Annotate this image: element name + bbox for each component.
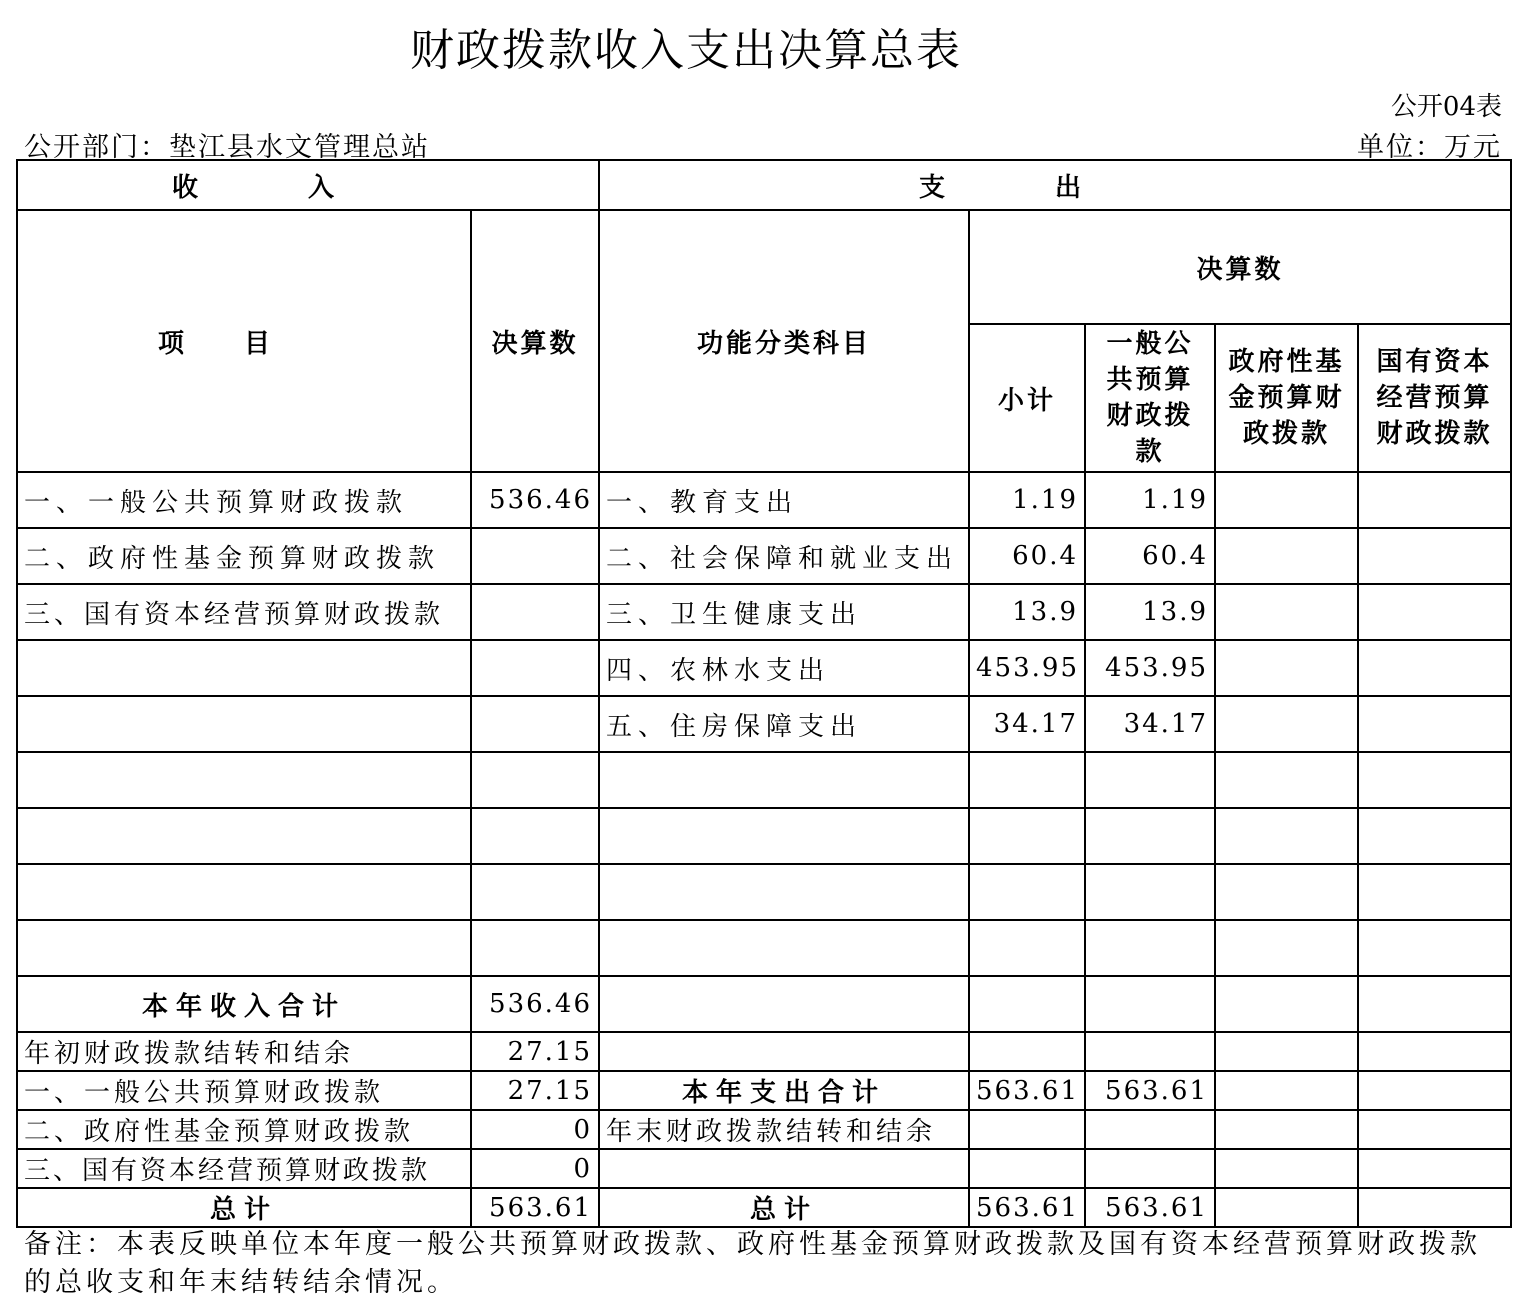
income-item: 二、政府性基金预算财政拨款: [17, 528, 471, 584]
expense-subtotal: 453.95: [969, 640, 1085, 696]
expense-total-subtotal: 563.61: [969, 1071, 1085, 1110]
income-total-row: [17, 976, 1511, 1032]
income-amount: [471, 584, 599, 640]
income-total-label: 本年收入合计: [17, 976, 471, 1032]
expense-subtotal: 34.17: [969, 696, 1085, 752]
income-item: 一、一般公共预算财政拨款: [17, 472, 471, 528]
expense-item: 五、住房保障支出: [599, 696, 969, 752]
expense-item: 四、农林水支出: [599, 640, 969, 696]
expense-fund: [1215, 528, 1358, 584]
table-row: [17, 528, 1511, 584]
expense-total-label: 本年支出合计: [599, 1071, 969, 1110]
carry-fund-label: 二、政府性基金预算财政拨款: [17, 1110, 471, 1149]
header-income: 收入: [17, 160, 599, 210]
header-expense-amount: 决算数: [969, 210, 1511, 324]
expense-item: 二、社会保障和就业支出: [599, 528, 969, 584]
year-end-row: [17, 1110, 1511, 1149]
expense-item: 三、卫生健康支出: [599, 584, 969, 640]
page-title: 财政拨款收入支出决算总表: [410, 25, 962, 76]
expense-general: 34.17: [1085, 696, 1215, 752]
header-expense: 支出: [599, 160, 1511, 210]
expense-total-general: 563.61: [1085, 1071, 1215, 1110]
carryover-value: 27.15: [471, 1032, 599, 1071]
expense-capital: [1358, 528, 1511, 584]
header-gov-fund: 政府性基金预算财政拨款: [1215, 324, 1358, 472]
empty-row: [17, 752, 1511, 808]
carry-capital-row: [17, 1149, 1511, 1188]
expense-subtotal: 1.19: [969, 472, 1085, 528]
expense-general: 1.19: [1085, 472, 1215, 528]
unit-label: 单位：万元: [1357, 132, 1502, 163]
table-row: [17, 696, 1511, 752]
expense-capital: [1358, 696, 1511, 752]
grand-total-row: [17, 1188, 1511, 1227]
expense-item: 一、教育支出: [599, 472, 969, 528]
income-amount: 536.46: [471, 472, 599, 528]
empty-row: [17, 808, 1511, 864]
expense-capital: [1358, 640, 1511, 696]
expense-general: 60.4: [1085, 528, 1215, 584]
table-row: [17, 472, 1511, 528]
carry-general-value: 27.15: [471, 1071, 599, 1110]
income-amount: [471, 640, 599, 696]
expense-general: 453.95: [1085, 640, 1215, 696]
grand-total-expense-label: 总计: [599, 1188, 969, 1227]
carry-general-label: 一、一般公共预算财政拨款: [17, 1071, 471, 1110]
header-state-capital: 国有资本经营预算财政拨款: [1358, 324, 1511, 472]
department-label: 公开部门：垫江县水文管理总站: [24, 132, 430, 163]
empty-row: [17, 864, 1511, 920]
income-amount: [471, 528, 599, 584]
expense-capital: [1358, 584, 1511, 640]
header-subtotal: 小计: [969, 324, 1085, 472]
expense-total-row: [17, 1071, 1511, 1110]
grand-total-subtotal: 563.61: [969, 1188, 1085, 1227]
header-general-budget: 一般公共预算财政拨款: [1085, 324, 1215, 472]
carryover-label: 年初财政拨款结转和结余: [17, 1032, 471, 1071]
carry-fund-value: 0: [471, 1110, 599, 1149]
grand-total-income: 563.61: [471, 1188, 599, 1227]
expense-subtotal: 60.4: [969, 528, 1085, 584]
expense-capital: [1358, 472, 1511, 528]
income-item: 三、国有资本经营预算财政拨款: [17, 584, 471, 640]
empty-row: [17, 920, 1511, 976]
header-item: 项目: [17, 210, 471, 472]
income-amount: [471, 696, 599, 752]
grand-total-label: 总计: [17, 1188, 471, 1227]
form-number: 公开04表: [1390, 92, 1502, 122]
expense-fund: [1215, 640, 1358, 696]
expense-fund: [1215, 696, 1358, 752]
footnote: 备注：本表反映单位本年度一般公共预算财政拨款、政府性基金预算财政拨款及国有资本经营预算财政拨款的总收支和年末结转结余情况。: [24, 1229, 1481, 1298]
income-item: [17, 640, 471, 696]
income-total-value: 536.46: [471, 976, 599, 1032]
carry-capital-value: 0: [471, 1149, 599, 1188]
year-end-label: 年末财政拨款结转和结余: [599, 1110, 969, 1149]
expense-subtotal: 13.9: [969, 584, 1085, 640]
expense-fund: [1215, 472, 1358, 528]
budget-table: [16, 159, 1512, 1228]
table-row: [17, 584, 1511, 640]
table-row: [17, 640, 1511, 696]
carryover-row: [17, 1032, 1511, 1071]
header-function-subject: 功能分类科目: [599, 210, 969, 472]
income-item: [17, 696, 471, 752]
carry-capital-label: 三、国有资本经营预算财政拨款: [17, 1149, 471, 1188]
expense-fund: [1215, 584, 1358, 640]
grand-total-general: 563.61: [1085, 1188, 1215, 1227]
header-income-amount: 决算数: [471, 210, 599, 472]
expense-general: 13.9: [1085, 584, 1215, 640]
